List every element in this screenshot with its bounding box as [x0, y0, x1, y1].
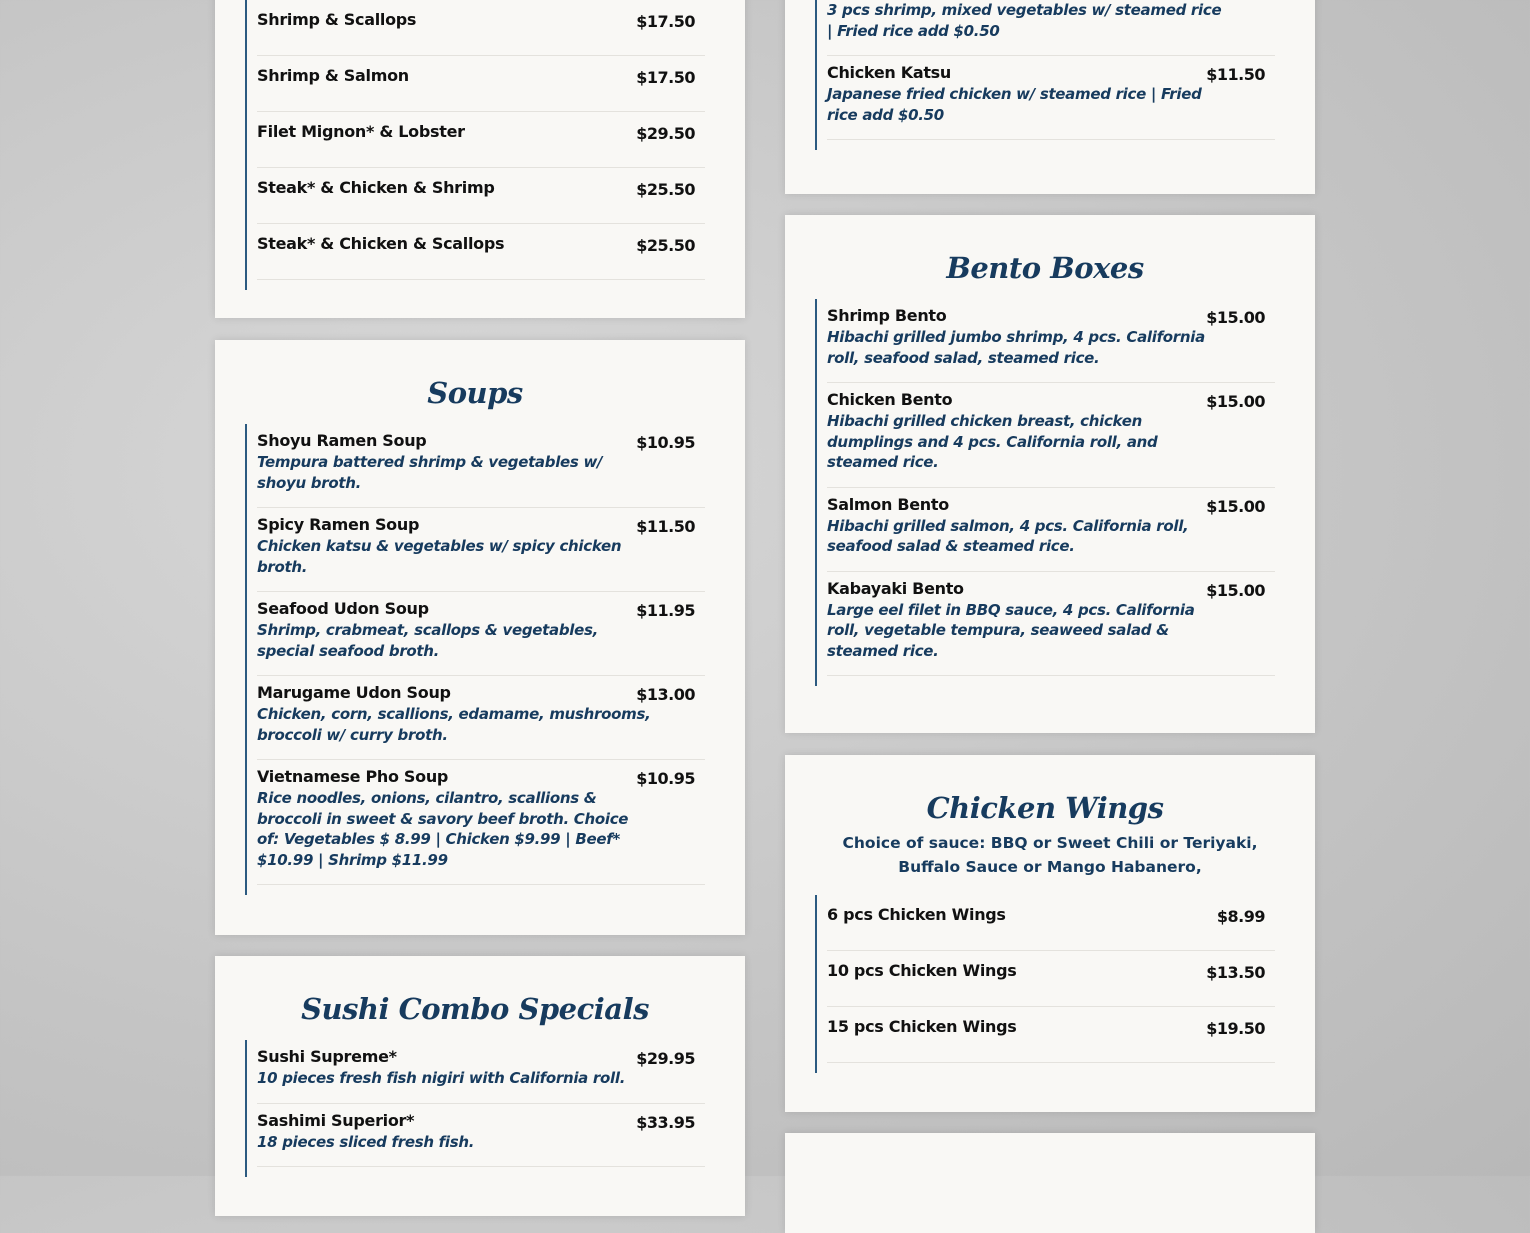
- item-description: Shrimp, crabmeat, scallops & vegetables, special seafood broth.: [257, 621, 599, 660]
- item-name: Shrimp & Salmon: [257, 66, 409, 85]
- item-header: [257, 9, 705, 31]
- menu-item: [827, 572, 1275, 677]
- item-description: Tempura battered shrimp & vegetables w/ shoyu broth.: [257, 453, 603, 492]
- item-header: [827, 904, 1275, 926]
- item-price: $13.00: [636, 685, 695, 704]
- item-price: $13.50: [1206, 963, 1265, 982]
- item-header: [257, 430, 705, 452]
- menu-item: [257, 0, 705, 56]
- item-price: $15.00: [1206, 496, 1265, 516]
- item-description: 18 pieces sliced fresh fish.: [257, 1132, 475, 1151]
- menu-card-entrees: [785, 0, 1315, 194]
- menu-item: [257, 56, 705, 112]
- menu-item: [257, 1040, 705, 1104]
- menu-item: [827, 299, 1275, 383]
- item-name: Kabayaki Bento: [827, 578, 964, 598]
- menu-item: [257, 168, 705, 224]
- item-name: Chicken Bento: [827, 390, 953, 409]
- item-description: 3 pcs shrimp, mixed vegetables w/ steamed rice | Fried rice add $0.50: [827, 1, 1222, 40]
- item-price: $10.95: [636, 769, 695, 788]
- menu-card-bento-boxes: [785, 215, 1315, 733]
- menu-item: [827, 488, 1275, 572]
- menu-item: [257, 1104, 705, 1168]
- item-header: [257, 177, 705, 199]
- menu-item: [827, 0, 1275, 56]
- item-name: Sushi Supreme*: [257, 1047, 397, 1066]
- item-name: Steak* & Chicken & Scallops: [257, 234, 505, 253]
- item-name: 10 pcs Chicken Wings: [827, 961, 1017, 980]
- item-price: $11.50: [1206, 65, 1265, 84]
- item-header: [827, 960, 1275, 982]
- menu-item: [257, 760, 705, 885]
- item-description: Hibachi grilled salmon, 4 pcs. California roll, seafood salad & steamed rice.: [827, 516, 1189, 555]
- menu-item: [827, 383, 1275, 488]
- menu-list: [245, 424, 705, 895]
- item-description: Large eel filet in BBQ sauce, 4 pcs. California roll, vegetable tempura, seaweed salad & steamed rice.: [827, 600, 1195, 660]
- item-name: Vietnamese Pho Soup: [257, 767, 449, 786]
- item-description: Rice noodles, onions, cilantro, scallions & broccoli in sweet & savory beef broth. Choice of: Vegetables $ 8.99 | Chicken $9.99 | Beef* $10.99 | Shrimp $11.99: [257, 789, 629, 869]
- section-title: Soups: [427, 376, 523, 410]
- menu-list: [815, 0, 1275, 150]
- menu-card-sushi-combo-specials: [215, 956, 745, 1216]
- item-header: [827, 578, 1275, 600]
- item-name: 15 pcs Chicken Wings: [827, 1017, 1017, 1036]
- item-price: $17.50: [636, 12, 695, 31]
- item-header: [257, 233, 705, 255]
- menu-item: [257, 508, 705, 592]
- item-header: [827, 62, 1275, 84]
- menu-list: [815, 299, 1275, 686]
- item-description: Japanese fried chicken w/ steamed rice | Fried rice add $0.50: [827, 85, 1202, 124]
- menu-item: [827, 56, 1275, 140]
- item-description: 10 pieces fresh fish nigiri with California roll.: [257, 1069, 626, 1087]
- item-header: [257, 1046, 705, 1068]
- item-name: Marugame Udon Soup: [257, 683, 451, 702]
- item-header: [257, 766, 705, 788]
- menu-list: [245, 1040, 705, 1177]
- item-name: Salmon Bento: [827, 494, 949, 514]
- menu-card-chicken-wings: [785, 755, 1315, 1112]
- menu-item: [257, 676, 705, 760]
- item-price: $15.00: [1206, 392, 1265, 411]
- item-header: [257, 65, 705, 87]
- menu-card-soups: [215, 340, 745, 935]
- section-title: Bento Boxes: [946, 251, 1144, 285]
- item-description: Chicken katsu & vegetables w/ spicy chicken broth.: [257, 537, 622, 576]
- item-price: $8.99: [1216, 907, 1265, 926]
- menu-item: [827, 895, 1275, 951]
- menu-item: [827, 951, 1275, 1007]
- menu-item: [827, 1007, 1275, 1063]
- item-price: $25.50: [636, 236, 695, 255]
- item-name: Sashimi Superior*: [257, 1110, 415, 1130]
- menu-card-next: [785, 1133, 1315, 1233]
- item-name: Seafood Udon Soup: [257, 599, 429, 618]
- menu-item: [257, 424, 705, 508]
- item-name: Shrimp & Scallops: [257, 10, 417, 29]
- item-price: $15.00: [1206, 580, 1265, 600]
- item-header: [257, 598, 705, 620]
- menu-list: [815, 895, 1275, 1073]
- item-header: [827, 494, 1275, 516]
- item-description: Hibachi grilled chicken breast, chicken dumplings and 4 pcs. California roll, and steamed rice.: [827, 412, 1158, 471]
- item-header: [257, 1110, 705, 1132]
- menu-card-hibachi-combos: [215, 0, 745, 318]
- item-name: Chicken Katsu: [827, 63, 951, 82]
- item-description: Chicken, corn, scallions, edamame, mushrooms, broccoli w/ curry broth.: [257, 705, 651, 744]
- section-title: Chicken Wings: [926, 791, 1164, 825]
- item-name: Steak* & Chicken & Shrimp: [257, 178, 495, 197]
- item-name: 6 pcs Chicken Wings: [827, 905, 1006, 924]
- item-header: [257, 514, 705, 536]
- item-price: $25.50: [636, 180, 695, 199]
- item-name: Shoyu Ramen Soup: [257, 431, 427, 450]
- item-price: $11.50: [636, 517, 695, 536]
- item-price: $19.50: [1206, 1019, 1265, 1038]
- item-price: $33.95: [636, 1112, 695, 1132]
- item-header: [827, 1016, 1275, 1038]
- item-header: [257, 121, 705, 143]
- item-price: $15.00: [1206, 308, 1265, 327]
- section-note: Choice of sauce: BBQ or Sweet Chili or Teriyaki, Buffalo Sauce or Mango Habanero,: [842, 834, 1258, 876]
- item-name: Filet Mignon* & Lobster: [257, 122, 465, 141]
- menu-item: [257, 112, 705, 168]
- item-price: $10.95: [636, 433, 695, 452]
- item-header: [827, 305, 1275, 327]
- item-name: Shrimp Bento: [827, 306, 947, 325]
- section-title: Sushi Combo Specials: [301, 992, 649, 1026]
- menu-item: [257, 592, 705, 676]
- item-price: $11.95: [636, 601, 695, 620]
- item-description: Hibachi grilled jumbo shrimp, 4 pcs. California roll, seafood salad, steamed rice.: [827, 328, 1205, 367]
- item-header: [257, 682, 705, 704]
- item-header: [827, 389, 1275, 411]
- item-price: $17.50: [636, 68, 695, 87]
- item-name: Spicy Ramen Soup: [257, 515, 420, 534]
- item-price: $29.95: [636, 1049, 695, 1068]
- menu-item: [257, 224, 705, 280]
- menu-list: [245, 0, 705, 290]
- item-price: $29.50: [636, 124, 695, 143]
